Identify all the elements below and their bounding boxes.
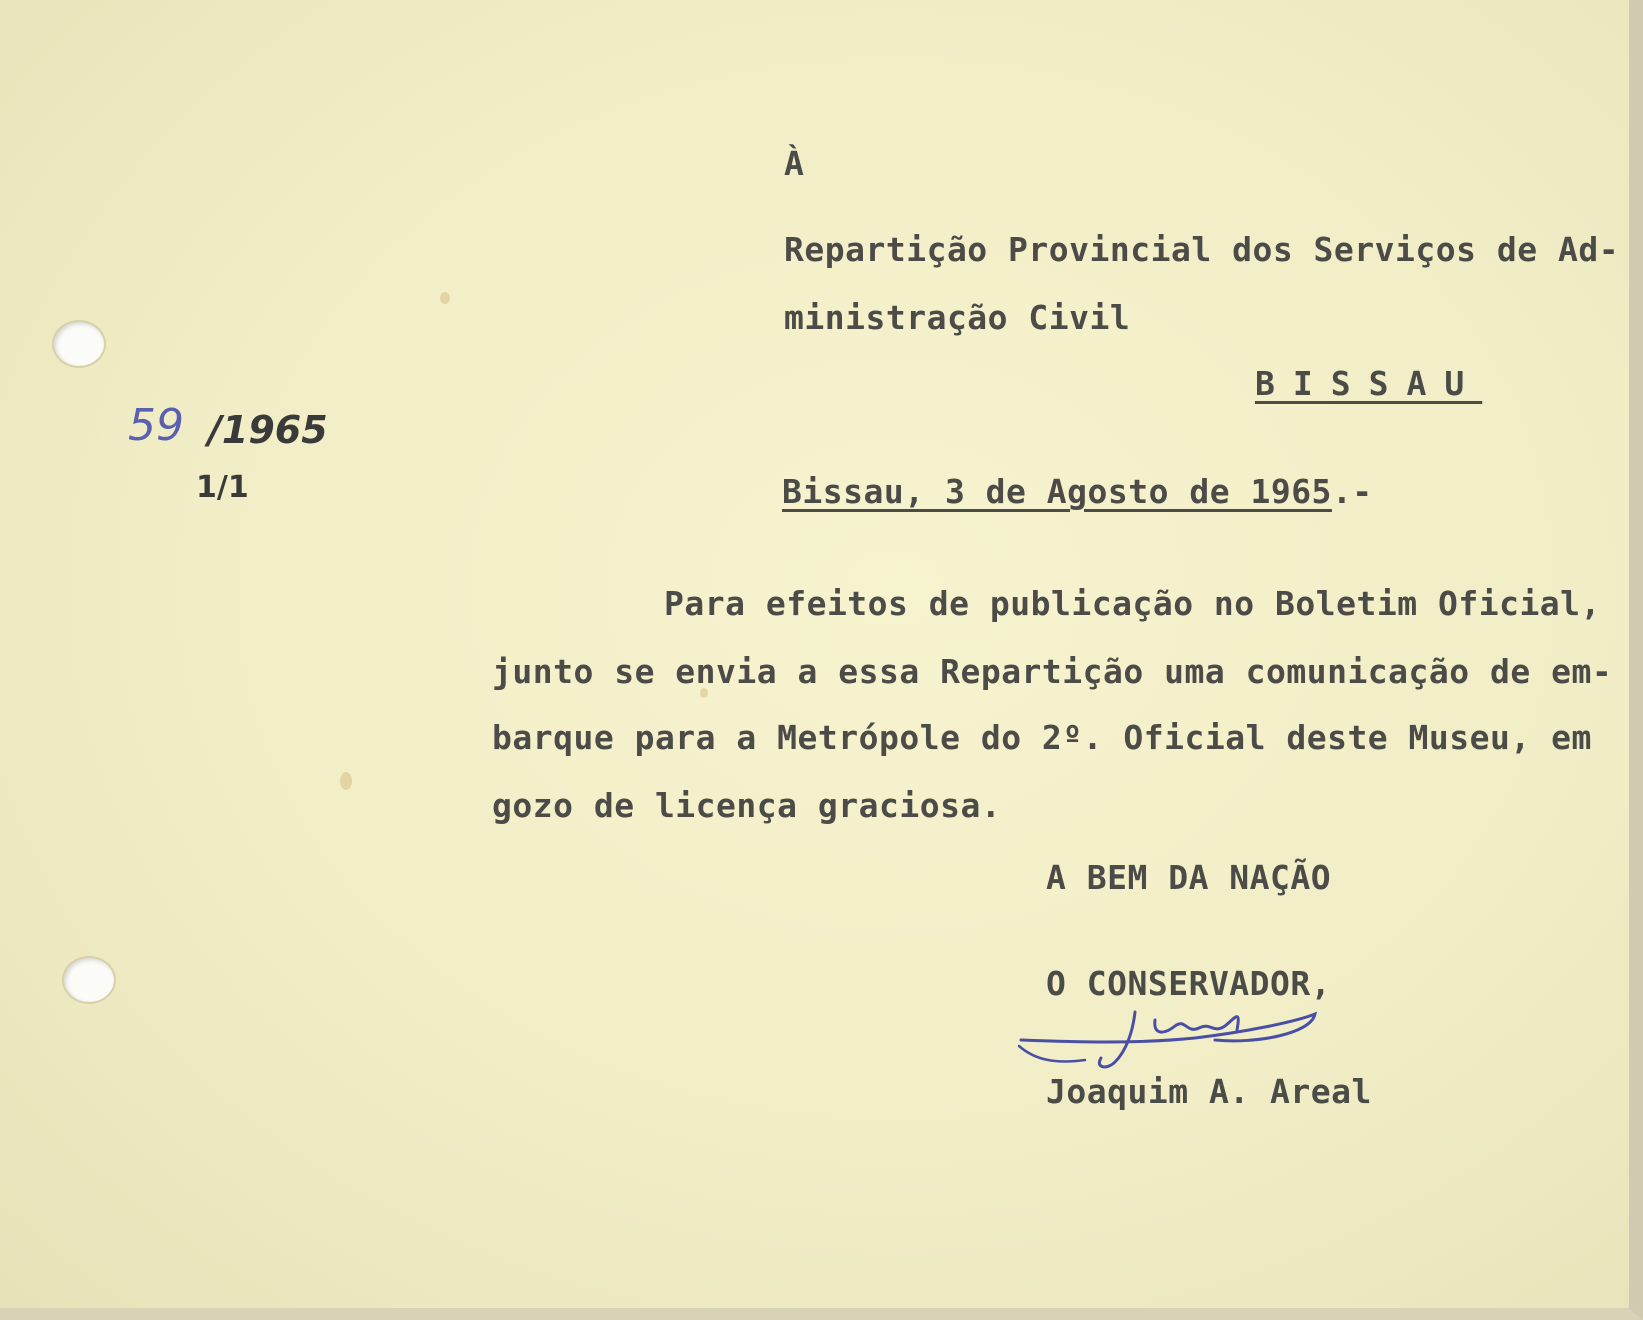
address-city: BISSAU: [1255, 364, 1483, 403]
paper-stain: [440, 292, 450, 304]
date-text: Bissau, 3 de Agosto de 1965: [782, 472, 1332, 511]
body-line-4: gozo de licença graciosa.: [492, 786, 1002, 825]
address-line-1: Repartição Provincial dos Serviços de Ad-: [784, 230, 1620, 269]
closing-title: O CONSERVADOR,: [1046, 964, 1332, 1003]
punch-hole-top: [54, 322, 104, 366]
body-line-3: barque para a Metrópole do 2º. Oficial deste Museu, em: [492, 718, 1592, 757]
signatory-name: Joaquim A. Areal: [1046, 1072, 1372, 1111]
reference-sheet: 1/1: [196, 470, 249, 505]
body-line-2: junto se envia a essa Repartição uma comunicação de em-: [492, 652, 1613, 691]
body-line-1: Para efeitos de publicação no Boletim Oficial,: [664, 584, 1601, 623]
reference-year: /1965: [208, 408, 328, 452]
address-line-2: ministração Civil: [784, 298, 1131, 337]
paper-stain: [340, 772, 352, 790]
reference-number: 59: [128, 400, 184, 451]
salutation: À: [784, 144, 805, 183]
date-suffix: .-: [1331, 472, 1373, 511]
punch-hole-bottom: [64, 958, 114, 1002]
closing-motto: A BEM DA NAÇÃO: [1046, 858, 1332, 897]
date-line: [782, 472, 1373, 511]
